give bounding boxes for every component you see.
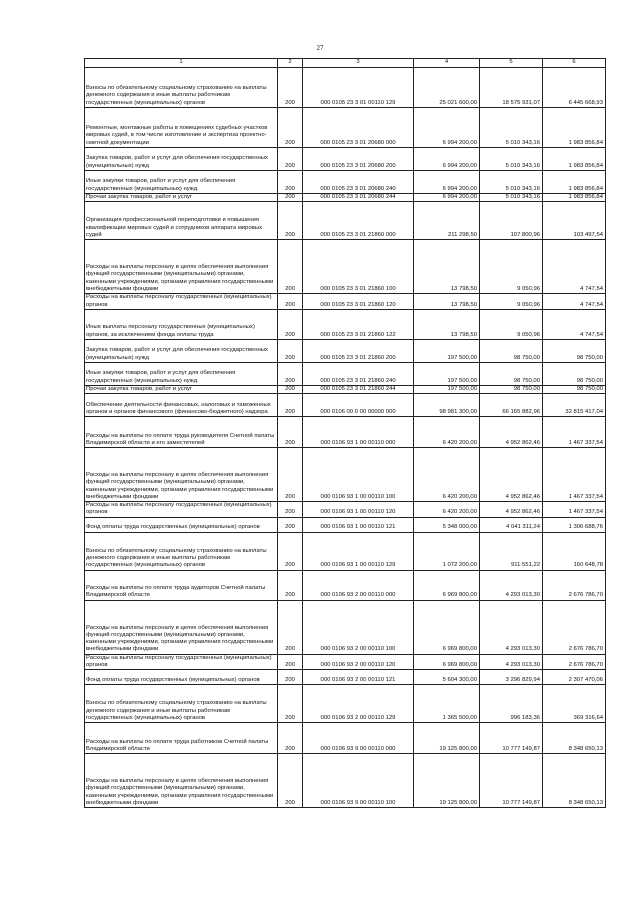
approved-amount-cell: 19 125 800,00 xyxy=(414,754,480,808)
budget-code-cell: 000 0106 00 0 00 00000 000 xyxy=(303,394,414,417)
approved-amount-cell: 197 500,00 xyxy=(414,362,480,385)
line-code-cell: 200 xyxy=(278,171,303,194)
indicator-name-cell: Закупка товаров, работ и услуг для обеспечения государственных (муниципальных) нужд xyxy=(85,339,278,362)
indicator-name-cell: Фонд оплаты труда государственных (муниципальных) органов xyxy=(85,670,278,685)
line-code-cell: 200 xyxy=(278,148,303,171)
approved-amount-cell: 197 500,00 xyxy=(414,385,480,393)
line-code-cell: 200 xyxy=(278,68,303,108)
executed-amount-cell: 4 952 862,46 xyxy=(480,448,543,502)
indicator-name-cell: Взносы по обязательному социальному страхованию на выплаты денежного содержания и иные выплаты работникам государственных (муниципальных) органов xyxy=(85,68,278,108)
unexecuted-amount-cell: 98 750,00 xyxy=(543,385,606,393)
budget-code-cell: 000 0106 93 1 00 00110 100 xyxy=(303,448,414,502)
table-row xyxy=(85,448,606,502)
line-code-cell: 200 xyxy=(278,517,303,532)
unexecuted-amount-cell: 1 467 337,54 xyxy=(543,448,606,502)
line-code-cell: 200 xyxy=(278,654,303,670)
line-code-cell: 200 xyxy=(278,339,303,362)
approved-amount-cell: 6 420 200,00 xyxy=(414,448,480,502)
unexecuted-amount-cell: 4 747,54 xyxy=(543,240,606,294)
budget-code-cell: 000 0105 23 3 01 21860 122 xyxy=(303,309,414,339)
budget-code-cell: 000 0106 93 2 00 00110 000 xyxy=(303,570,414,600)
budget-code-cell: 000 0105 23 3 01 21860 200 xyxy=(303,339,414,362)
table-row xyxy=(85,532,606,570)
page-number: 27 xyxy=(316,44,324,52)
executed-amount-cell: 18 575 931,07 xyxy=(480,68,543,108)
column-header-row xyxy=(85,59,606,68)
executed-amount-cell: 911 551,22 xyxy=(480,532,543,570)
budget-code-cell: 000 0105 23 3 01 21860 240 xyxy=(303,362,414,385)
budget-code-cell: 000 0106 93 2 00 00110 100 xyxy=(303,600,414,654)
executed-amount-cell: 4 952 862,46 xyxy=(480,502,543,518)
line-code-cell: 200 xyxy=(278,394,303,417)
executed-amount-cell: 10 777 149,87 xyxy=(480,754,543,808)
indicator-name-cell: Прочая закупка товаров, работ и услуг xyxy=(85,385,278,393)
table-row xyxy=(85,570,606,600)
line-code-cell: 200 xyxy=(278,385,303,393)
line-code-cell: 200 xyxy=(278,194,303,202)
budget-code-cell: 000 0106 93 1 00 00110 120 xyxy=(303,502,414,518)
table-row xyxy=(85,385,606,393)
budget-code-cell: 000 0106 93 1 00 00110 000 xyxy=(303,417,414,448)
approved-amount-cell: 13 798,50 xyxy=(414,294,480,310)
indicator-name-cell: Расходы на выплаты по оплате труда аудиторов Счетной палаты Владимирской области xyxy=(85,570,278,600)
line-code-cell: 200 xyxy=(278,685,303,723)
unexecuted-amount-cell: 2 676 786,70 xyxy=(543,570,606,600)
approved-amount-cell: 6 420 200,00 xyxy=(414,417,480,448)
executed-amount-cell: 9 050,96 xyxy=(480,294,543,310)
executed-amount-cell: 4 293 013,30 xyxy=(480,570,543,600)
line-code-cell: 200 xyxy=(278,754,303,808)
table-row xyxy=(85,754,606,808)
table-row xyxy=(85,417,606,448)
executed-amount-cell: 9 050,96 xyxy=(480,309,543,339)
budget-code-cell: 000 0106 93 1 00 00110 129 xyxy=(303,532,414,570)
budget-execution-table xyxy=(84,58,606,808)
executed-amount-cell: 5 010 343,16 xyxy=(480,148,543,171)
budget-code-cell: 000 0106 93 2 00 00110 120 xyxy=(303,654,414,670)
budget-code-cell: 000 0105 23 3 01 21860 000 xyxy=(303,202,414,240)
line-code-cell: 200 xyxy=(278,417,303,448)
table-row xyxy=(85,685,606,723)
approved-amount-cell: 6 969 800,00 xyxy=(414,600,480,654)
line-code-cell: 200 xyxy=(278,600,303,654)
approved-amount-cell: 19 125 800,00 xyxy=(414,723,480,754)
line-code-cell: 200 xyxy=(278,532,303,570)
executed-amount-cell: 107 800,96 xyxy=(480,202,543,240)
approved-amount-cell: 211 298,50 xyxy=(414,202,480,240)
executed-amount-cell: 4 293 013,30 xyxy=(480,600,543,654)
table-row xyxy=(85,194,606,202)
unexecuted-amount-cell: 1 467 337,54 xyxy=(543,417,606,448)
table-row xyxy=(85,362,606,385)
unexecuted-amount-cell: 6 445 668,93 xyxy=(543,68,606,108)
table-row xyxy=(85,108,606,148)
column-header-4: 4 xyxy=(414,59,480,68)
unexecuted-amount-cell: 160 648,78 xyxy=(543,532,606,570)
line-code-cell: 200 xyxy=(278,108,303,148)
unexecuted-amount-cell: 1 983 856,84 xyxy=(543,108,606,148)
budget-code-cell: 000 0106 93 2 00 00110 129 xyxy=(303,685,414,723)
indicator-name-cell: Расходы на выплаты персоналу в целях обеспечения выполнения функций государственными (муниципальными) органами, казенными учреждениями, органами управления государственными внебюджетными фондами xyxy=(85,600,278,654)
approved-amount-cell: 6 994 200,00 xyxy=(414,148,480,171)
unexecuted-amount-cell: 2 676 786,70 xyxy=(543,654,606,670)
unexecuted-amount-cell: 8 348 650,13 xyxy=(543,723,606,754)
column-header-5: 5 xyxy=(480,59,543,68)
unexecuted-amount-cell: 1 467 337,54 xyxy=(543,502,606,518)
table-row xyxy=(85,68,606,108)
unexecuted-amount-cell: 369 316,64 xyxy=(543,685,606,723)
unexecuted-amount-cell: 8 348 650,13 xyxy=(543,754,606,808)
line-code-cell: 200 xyxy=(278,202,303,240)
executed-amount-cell: 9 050,96 xyxy=(480,240,543,294)
executed-amount-cell: 98 750,00 xyxy=(480,385,543,393)
table-row xyxy=(85,517,606,532)
approved-amount-cell: 25 021 600,00 xyxy=(414,68,480,108)
indicator-name-cell: Расходы на выплаты персоналу государственных (муниципальных) органов xyxy=(85,294,278,310)
indicator-name-cell: Расходы на выплаты персоналу в целях обеспечения выполнения функций государственными (муниципальными) органами, казенными учреждениями, органами управления государственными внебюджетными фондами xyxy=(85,240,278,294)
approved-amount-cell: 1 072 200,00 xyxy=(414,532,480,570)
table-body xyxy=(85,59,606,808)
table-row xyxy=(85,148,606,171)
executed-amount-cell: 5 010 343,16 xyxy=(480,171,543,194)
column-header-2: 2 xyxy=(278,59,303,68)
unexecuted-amount-cell: 98 750,00 xyxy=(543,339,606,362)
table-row xyxy=(85,723,606,754)
executed-amount-cell: 66 165 882,96 xyxy=(480,394,543,417)
unexecuted-amount-cell: 1 983 856,84 xyxy=(543,148,606,171)
column-header-3: 3 xyxy=(303,59,414,68)
executed-amount-cell: 10 777 149,87 xyxy=(480,723,543,754)
budget-code-cell: 000 0105 23 3 01 21860 100 xyxy=(303,240,414,294)
table-row xyxy=(85,202,606,240)
table-row xyxy=(85,171,606,194)
unexecuted-amount-cell: 2 307 470,06 xyxy=(543,670,606,685)
unexecuted-amount-cell: 98 750,00 xyxy=(543,362,606,385)
executed-amount-cell: 4 293 013,30 xyxy=(480,654,543,670)
approved-amount-cell: 6 994 200,00 xyxy=(414,171,480,194)
indicator-name-cell: Расходы на выплаты персоналу в целях обеспечения выполнения функций государственными (муниципальными) органами, казенными учреждениями, органами управления государственными внебюджетными фондами xyxy=(85,754,278,808)
indicator-name-cell: Иные закупки товаров, работ и услуг для обеспечения государственных (муниципальных) нужд xyxy=(85,362,278,385)
unexecuted-amount-cell: 1 983 856,84 xyxy=(543,194,606,202)
budget-code-cell: 000 0106 93 2 00 00110 121 xyxy=(303,670,414,685)
approved-amount-cell: 13 798,50 xyxy=(414,309,480,339)
indicator-name-cell: Расходы на выплаты персоналу в целях обеспечения выполнения функций государственными (муниципальными) органами, казенными учреждениями, органами управления государственными внебюджетными фондами xyxy=(85,448,278,502)
table-row xyxy=(85,600,606,654)
line-code-cell: 200 xyxy=(278,723,303,754)
line-code-cell: 200 xyxy=(278,570,303,600)
indicator-name-cell: Иные выплаты персоналу государственных (муниципальных) органов, за исключением фонда оплаты труда xyxy=(85,309,278,339)
table-row xyxy=(85,394,606,417)
executed-amount-cell: 4 952 862,46 xyxy=(480,417,543,448)
approved-amount-cell: 98 981 300,00 xyxy=(414,394,480,417)
budget-code-cell: 000 0106 93 9 00 00110 000 xyxy=(303,723,414,754)
executed-amount-cell: 98 750,00 xyxy=(480,339,543,362)
executed-amount-cell: 98 750,00 xyxy=(480,362,543,385)
approved-amount-cell: 6 969 800,00 xyxy=(414,654,480,670)
indicator-name-cell: Обеспечение деятельности финансовых, налоговых и таможенных органов и органов финансового (финансово-бюджетного) надзора xyxy=(85,394,278,417)
budget-code-cell: 000 0105 23 3 01 20680 240 xyxy=(303,171,414,194)
unexecuted-amount-cell: 1 983 856,84 xyxy=(543,171,606,194)
table-row xyxy=(85,502,606,518)
budget-code-cell: 000 0106 93 1 00 00110 121 xyxy=(303,517,414,532)
line-code-cell: 200 xyxy=(278,502,303,518)
indicator-name-cell: Взносы по обязательному социальному страхованию на выплаты денежного содержания и иные выплаты работникам государственных (муниципальных) органов xyxy=(85,685,278,723)
column-header-6: 6 xyxy=(543,59,606,68)
line-code-cell: 200 xyxy=(278,670,303,685)
line-code-cell: 200 xyxy=(278,448,303,502)
table-row xyxy=(85,309,606,339)
approved-amount-cell: 6 420 200,00 xyxy=(414,502,480,518)
unexecuted-amount-cell: 4 747,54 xyxy=(543,309,606,339)
budget-code-cell: 000 0105 23 3 01 20680 244 xyxy=(303,194,414,202)
indicator-name-cell: Расходы на выплаты по оплате труда руководителя Счетной палаты Владимирской области и его заместителей xyxy=(85,417,278,448)
indicator-name-cell: Закупка товаров, работ и услуг для обеспечения государственных (муниципальных) нужд xyxy=(85,148,278,171)
approved-amount-cell: 5 348 000,00 xyxy=(414,517,480,532)
indicator-name-cell: Расходы на выплаты персоналу государственных (муниципальных) органов xyxy=(85,654,278,670)
column-header-1: 1 xyxy=(85,59,278,68)
budget-code-cell: 000 0105 23 3 01 20680 200 xyxy=(303,148,414,171)
budget-code-cell: 000 0105 23 3 01 21860 120 xyxy=(303,294,414,310)
indicator-name-cell: Иные закупки товаров, работ и услуг для обеспечения государственных (муниципальных) нужд xyxy=(85,171,278,194)
table-row xyxy=(85,294,606,310)
budget-code-cell: 000 0106 93 9 00 00110 100 xyxy=(303,754,414,808)
table-row xyxy=(85,654,606,670)
approved-amount-cell: 6 994 200,00 xyxy=(414,108,480,148)
indicator-name-cell: Расходы на выплаты по оплате труда работников Счетной палаты Владимирской области xyxy=(85,723,278,754)
approved-amount-cell: 1 365 500,00 xyxy=(414,685,480,723)
table-row xyxy=(85,339,606,362)
approved-amount-cell: 5 604 300,00 xyxy=(414,670,480,685)
approved-amount-cell: 13 798,50 xyxy=(414,240,480,294)
table-row xyxy=(85,240,606,294)
indicator-name-cell: Ремонтные, монтажные работы в помещениях судебных участков мировых судей, в том числе изготовление и экспертиза проектно-сметной документации xyxy=(85,108,278,148)
unexecuted-amount-cell: 4 747,54 xyxy=(543,294,606,310)
budget-code-cell: 000 0105 23 3 01 00110 129 xyxy=(303,68,414,108)
executed-amount-cell: 5 010 343,16 xyxy=(480,108,543,148)
executed-amount-cell: 3 296 829,94 xyxy=(480,670,543,685)
indicator-name-cell: Фонд оплаты труда государственных (муниципальных) органов xyxy=(85,517,278,532)
executed-amount-cell: 4 041 311,24 xyxy=(480,517,543,532)
indicator-name-cell: Организация профессиональной переподготовки и повышения квалификации мировых судей и сотрудников аппарата мировых судей xyxy=(85,202,278,240)
unexecuted-amount-cell: 32 815 417,04 xyxy=(543,394,606,417)
line-code-cell: 200 xyxy=(278,362,303,385)
line-code-cell: 200 xyxy=(278,309,303,339)
executed-amount-cell: 996 183,36 xyxy=(480,685,543,723)
approved-amount-cell: 6 969 800,00 xyxy=(414,570,480,600)
budget-code-cell: 000 0105 23 3 01 20680 000 xyxy=(303,108,414,148)
indicator-name-cell: Прочая закупка товаров, работ и услуг xyxy=(85,194,278,202)
approved-amount-cell: 6 994 200,00 xyxy=(414,194,480,202)
budget-code-cell: 000 0105 23 3 01 21860 244 xyxy=(303,385,414,393)
line-code-cell: 200 xyxy=(278,294,303,310)
approved-amount-cell: 197 500,00 xyxy=(414,339,480,362)
indicator-name-cell: Взносы по обязательному социальному страхованию на выплаты денежного содержания и иные выплаты работникам государственных (муниципальных) органов xyxy=(85,532,278,570)
executed-amount-cell: 5 010 343,16 xyxy=(480,194,543,202)
table-row xyxy=(85,670,606,685)
unexecuted-amount-cell: 103 497,54 xyxy=(543,202,606,240)
indicator-name-cell: Расходы на выплаты персоналу государственных (муниципальных) органов xyxy=(85,502,278,518)
unexecuted-amount-cell: 1 306 688,76 xyxy=(543,517,606,532)
line-code-cell: 200 xyxy=(278,240,303,294)
unexecuted-amount-cell: 2 676 786,70 xyxy=(543,600,606,654)
